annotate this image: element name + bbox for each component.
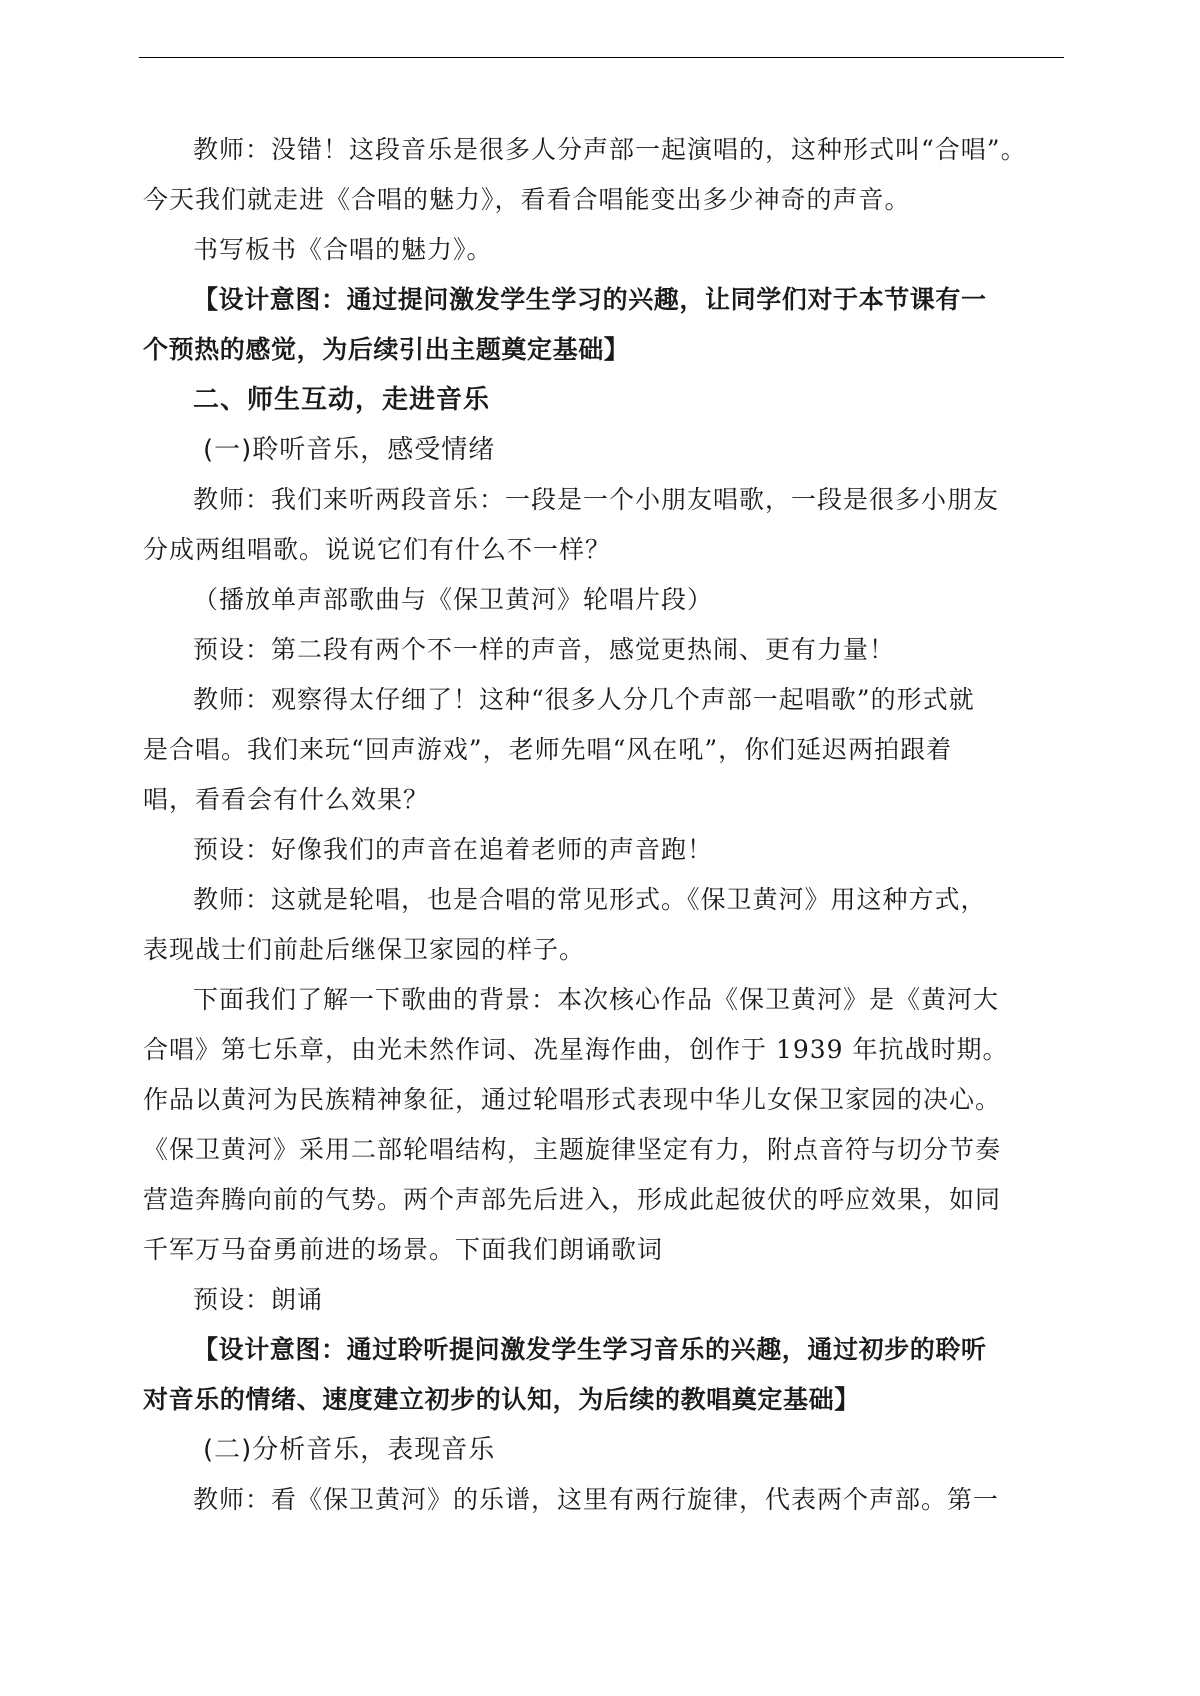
design-intent-line: 【设计意图：通过提问激发学生学习的兴趣，让同学们对于本节课有一 bbox=[193, 285, 987, 314]
paragraph-line: 千军万马奋勇前进的场景。下面我们朗诵歌词 bbox=[143, 1235, 664, 1264]
paragraph-line: 表现战士们前赴后继保卫家园的样子。 bbox=[143, 935, 586, 964]
paragraph-line: 教师：没错！这段音乐是很多人分声部一起演唱的，这种形式叫“合唱”。 bbox=[193, 135, 1027, 164]
paragraph-line: 是合唱。我们来玩“回声游戏”，老师先唱“风在吼”，你们延迟两拍跟着 bbox=[143, 735, 953, 764]
paragraph-line: 教师：观察得太仔细了！这种“很多人分几个声部一起唱歌”的形式就 bbox=[193, 685, 975, 714]
design-intent-line: 对音乐的情绪、速度建立初步的认知，为后续的教唱奠定基础】 bbox=[143, 1385, 860, 1414]
paragraph-line: 预设：朗诵 bbox=[193, 1285, 324, 1314]
paragraph-line: 作品以黄河为民族精神象征，通过轮唱形式表现中华儿女保卫家园的决心。 bbox=[143, 1085, 1002, 1114]
header-rule bbox=[139, 57, 1064, 58]
paragraph-line: 分成两组唱歌。说说它们有什么不一样？ bbox=[143, 535, 612, 564]
paragraph-line: 教师：这就是轮唱，也是合唱的常见形式。《保卫黄河》用这种方式， bbox=[193, 885, 987, 914]
paragraph-line: 预设：第二段有两个不一样的声音，感觉更热闹、更有力量！ bbox=[193, 635, 896, 664]
paragraph-line: 书写板书《合唱的魅力》。 bbox=[193, 235, 493, 264]
paragraph-line: 预设：好像我们的声音在追着老师的声音跑！ bbox=[193, 835, 714, 864]
paragraph-line: 下面我们了解一下歌曲的背景：本次核心作品《保卫黄河》是《黄河大 bbox=[193, 985, 1000, 1014]
section-heading: 二、师生互动，走进音乐 bbox=[193, 385, 491, 415]
paragraph-line: 《保卫黄河》采用二部轮唱结构，主题旋律坚定有力，附点音符与切分节奏 bbox=[143, 1135, 1002, 1164]
paragraph-line: （播放单声部歌曲与《保卫黄河》轮唱片段） bbox=[193, 585, 714, 614]
paragraph-line: 教师：我们来听两段音乐：一段是一个小朋友唱歌，一段是很多小朋友 bbox=[193, 485, 1000, 514]
paragraph-line: 营造奔腾向前的气势。两个声部先后进入，形成此起彼伏的呼应效果，如同 bbox=[143, 1185, 1002, 1214]
paragraph-line: 教师：看《保卫黄河》的乐谱，这里有两行旋律，代表两个声部。第一 bbox=[193, 1485, 1000, 1514]
design-intent-line: 个预热的感觉，为后续引出主题奠定基础】 bbox=[143, 335, 630, 364]
document-body bbox=[143, 125, 1064, 1525]
paragraph-line: 今天我们就走进《合唱的魅力》，看看合唱能变出多少神奇的声音。 bbox=[143, 185, 911, 214]
paragraph-line: 合唱》第七乐章，由光未然作词、冼星海作曲，创作于 1939 年抗战时期。 bbox=[143, 1035, 1009, 1064]
design-intent-line: 【设计意图：通过聆听提问激发学生学习音乐的兴趣，通过初步的聆听 bbox=[193, 1335, 987, 1364]
paragraph-line: 唱，看看会有什么效果？ bbox=[143, 785, 430, 814]
subsection-heading: (一)聆听音乐，感受情绪 bbox=[203, 435, 496, 465]
subsection-heading: (二)分析音乐，表现音乐 bbox=[203, 1435, 496, 1465]
